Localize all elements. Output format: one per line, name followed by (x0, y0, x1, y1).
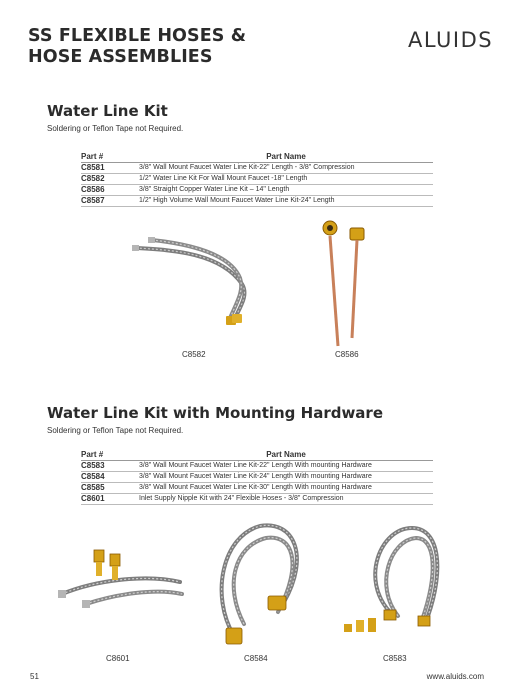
part-name: Inlet Supply Nipple Kit with 24" Flexible Hoses - 3/8" Compression (139, 494, 433, 505)
column-header-name: Part Name (139, 450, 433, 461)
part-number: C8586 (81, 185, 139, 196)
caption-c8601: C8601 (106, 654, 130, 663)
hose-braid (136, 248, 244, 316)
hose-end-fitting (132, 245, 139, 251)
part-number: C8584 (81, 472, 139, 483)
product-image-c8601 (56, 544, 186, 624)
column-header-name: Part Name (139, 152, 433, 163)
hose-end-fitting (82, 600, 90, 608)
brand-logo: ALUIDS (408, 28, 494, 52)
brass-nipple (94, 550, 104, 562)
parts-table-2 (81, 450, 433, 505)
part-name: 3/8" Wall Mount Faucet Water Line Kit-30" Length With mounting Hardware (139, 483, 433, 494)
part-name: 3/8" Wall Mount Faucet Water Line Kit-22" Length - 3/8" Compression (139, 163, 433, 174)
part-name: 3/8" Wall Mount Faucet Water Line Kit-24" Length With mounting Hardware (139, 472, 433, 483)
website-link[interactable]: www.aluids.com (426, 672, 484, 681)
brass-part (344, 624, 352, 632)
table-row (81, 494, 433, 505)
hose-braid (234, 538, 293, 624)
part-name: 1/2" High Volume Wall Mount Faucet Water Line Kit-24" Length (139, 196, 433, 207)
part-name: 1/2" Water Line Kit For Wall Mount Faucet -18" Length (139, 174, 433, 185)
hose (234, 538, 293, 624)
brass-nut (384, 610, 396, 620)
hose (136, 248, 244, 316)
part-name: 3/8" Wall Mount Faucet Water Line Kit-22" Length With mounting Hardware (139, 461, 433, 472)
column-header-part: Part # (81, 152, 139, 163)
hose-end-fitting (148, 237, 155, 243)
part-number: C8581 (81, 163, 139, 174)
caption-c8586: C8586 (335, 350, 359, 359)
part-number: C8585 (81, 483, 139, 494)
caption-c8583: C8583 (383, 654, 407, 663)
brass-part (368, 618, 376, 632)
table-row (81, 461, 433, 472)
section-title-mounting-hardware: Water Line Kit with Mounting Hardware (47, 404, 383, 422)
product-image-c8583 (340, 520, 452, 640)
page-title-line1: SS FLEXIBLE HOSES & (28, 26, 247, 46)
section-note: Soldering or Teflon Tape not Required. (47, 124, 184, 133)
hose-end-fitting (58, 590, 66, 598)
table-row (81, 185, 433, 196)
part-name: 3/8" Straight Copper Water Line Kit – 14" Length (139, 185, 433, 196)
copper-tube (352, 240, 357, 338)
brass-nipple (110, 554, 120, 566)
brass-mount (226, 628, 242, 644)
copper-tube (330, 236, 338, 346)
product-image-c8586 (316, 218, 376, 350)
page-number: 51 (30, 672, 39, 681)
table-header-row (81, 152, 433, 163)
page-title (28, 26, 246, 68)
section-title-water-line-kit: Water Line Kit (47, 102, 168, 120)
part-number: C8601 (81, 494, 139, 505)
brass-part (356, 620, 364, 632)
table-row (81, 483, 433, 494)
caption-c8582: C8582 (182, 350, 206, 359)
column-header-part: Part # (81, 450, 139, 461)
table-row (81, 196, 433, 207)
brass-mount (268, 596, 286, 610)
table-row (81, 163, 433, 174)
brass-nut (232, 314, 242, 323)
section-note: Soldering or Teflon Tape not Required. (47, 426, 184, 435)
table-row (81, 174, 433, 185)
part-number: C8583 (81, 461, 139, 472)
part-number: C8582 (81, 174, 139, 185)
product-image-c8584 (214, 516, 314, 648)
brass-nut (418, 616, 430, 626)
part-number: C8587 (81, 196, 139, 207)
parts-table-1 (81, 152, 433, 207)
hose-braid (386, 538, 432, 620)
caption-c8584: C8584 (244, 654, 268, 663)
table-row (81, 472, 433, 483)
brass-fitting (350, 228, 364, 240)
table-header-row (81, 450, 433, 461)
page-title-line2: HOSE ASSEMBLIES (28, 47, 213, 67)
product-image-c8582 (130, 232, 260, 332)
